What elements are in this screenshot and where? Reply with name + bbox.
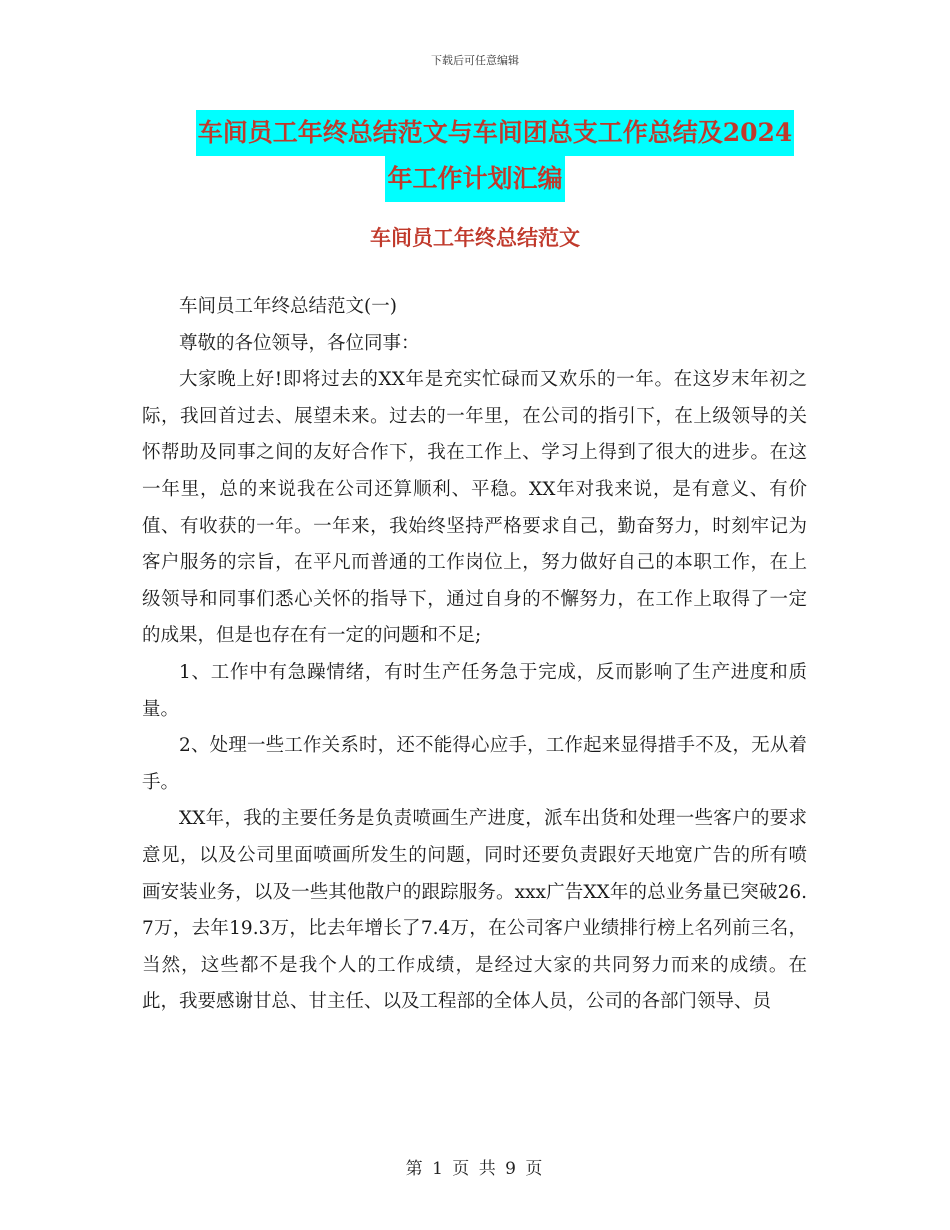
section-heading: 车间员工年终总结范文 — [370, 225, 580, 250]
paragraph: 尊敬的各位领导，各位同事： — [179, 332, 420, 354]
title-line-2: 年工作计划汇编 — [385, 156, 564, 202]
document-title — [0, 110, 950, 202]
page-footer: 第 1 页 共 9 页 — [405, 1159, 545, 1179]
paragraph: 1、工作中有急躁情绪，有时生产任务急于完成，反而影响了生产进度和质量。 — [142, 661, 807, 720]
paragraph: XX年，我的主要任务是负责喷画生产进度，派车出货和处理一些客户的要求意见，以及公司里面喷画所发生的问题，同时还要负责跟好天地宽广告的所有喷画安装业务，以及一些其他散户的跟踪服务。xxx广告XX年的总业务量已突破26.7万，去年19.3万，比去年增长了7.4万，在公司客户业绩排行榜上名列前三名，当然，这些都不是我个人的工作成绩，是经过大家的共同努力而来的成绩。在此，我要感谢甘总、甘主任、以及工程部的全体人员，公司的各部门领导、员 — [142, 808, 807, 1013]
paragraph: 2、处理一些工作关系时，还不能得心应手，工作起来显得措手不及，无从着手。 — [142, 735, 807, 793]
paragraph: 车间员工年终总结范文(一) — [179, 296, 397, 317]
body-text — [142, 289, 807, 1021]
title-line-1: 车间员工年终总结范文与车间团总支工作总结及2024 — [196, 110, 795, 156]
paragraph: 大家晚上好!即将过去的XX年是充实忙碌而又欢乐的一年。在这岁末年初之际，我回首过去、展望未来。过去的一年里，在公司的指引下，在上级领导的关怀帮助及同事之间的友好合作下，我在工作上、学习上得到了很大的进步。在这一年里，总的来说我在公司还算顺利、平稳。XX年对我来说，是有意义、有价值、有收获的一年。一年来，我始终坚持严格要求自己，勤奋努力，时刻牢记为客户服务的宗旨，在平凡而普通的工作岗位上，努力做好自己的本职工作，在上级领导和同事们悉心关怀的指导下，通过自身的不懈努力，在工作上取得了一定的成果，但是也存在有一定的问题和不足; — [142, 369, 807, 647]
header-note: 下载后可任意编辑 — [431, 54, 519, 67]
